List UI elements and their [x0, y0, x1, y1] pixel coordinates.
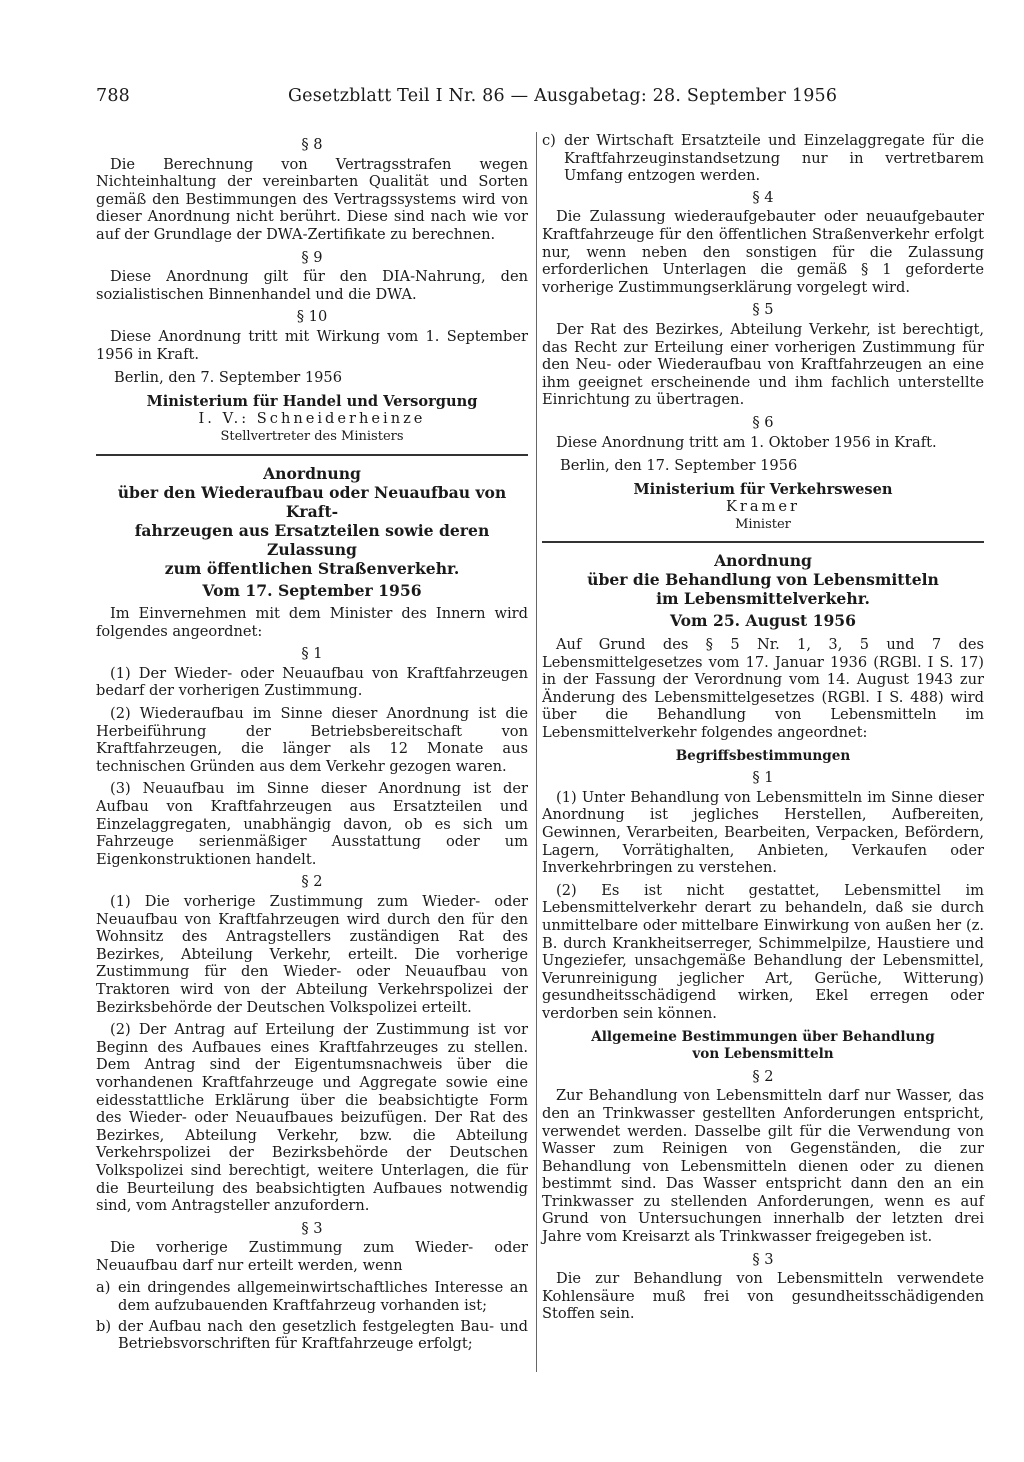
title-line: Anordnung: [714, 551, 812, 571]
paragraph: Im Einvernehmen mit dem Minister des Innern wird folgendes angeordnet:: [96, 605, 528, 640]
title-line: im Lebensmittelverkehr.: [656, 589, 870, 609]
section-label: § 6: [752, 413, 774, 431]
paragraph: Diese Anordnung gilt für den DIA-Nahrung, den sozialistischen Binnenhandel und die DWA.: [96, 268, 528, 303]
left-column: [96, 132, 528, 1356]
section-label: § 3: [752, 1250, 774, 1268]
signer-role: Stellvertreter des Ministers: [220, 428, 404, 444]
signer-role: Minister: [735, 516, 791, 532]
gazette-title: Gesetzblatt Teil I Nr. 86 — Ausgabetag: 28. September 1956: [288, 86, 838, 106]
paragraph: (3) Neuaufbau im Sinne dieser Anordnung ist der Aufbau von Kraftfahrzeugen aus Ersatzteilen und Einzelaggregaten, unabhängig davon, ob es sich um Fahrzeuge serienmäßiger Ausstattung oder um Eigenkonstruktionen handelt.: [96, 780, 528, 868]
paragraph: (1) Die vorherige Zustimmung zum Wieder- oder Neuaufbau von Kraftfahrzeugen wird durch den für den Wohnsitz des Antragstellers zuständigen Rat des Bezirkes, Abteilung Verkehr, erteilt. Die vorherige Zustimmung für den Wieder- oder Neuaufbau von Traktoren wird von der Abteilung Verkehrspolizei der Bezirksbehörde der Deutschen Volkspolizei erteilt.: [96, 893, 528, 1016]
title-line: über die Behandlung von Lebensmitteln: [587, 570, 939, 590]
section-label: § 8: [301, 136, 323, 153]
section-label: § 9: [301, 248, 323, 266]
ordinance-title: [96, 464, 528, 578]
paragraph: Der Rat des Bezirkes, Abteilung Verkehr, ist berechtigt, das Recht zur Erteilung einer vorherigen Zustimmung für den Neu- oder Wiederaufbau von Kraftfahrzeugen an eine ihm geeignet erscheinende und ihm fachlich unterstellte Einrichtung zu übertragen.: [542, 320, 984, 409]
ministry-name: Ministerium für Handel und Versorgung: [146, 392, 478, 410]
ordinance-date: Vom 25. August 1956: [669, 611, 857, 631]
paragraph: Die Berechnung von Vertragsstrafen wegen Nichteinhaltung der vereinbarten Qualität und Sorten gemäß den Bestimmungen des Vertragssystems wird von dieser Anordnung nicht berührt. Diese sind nach wie vor auf der Grundlage der DWA-Zertifikate zu berechnen.: [96, 155, 528, 243]
paragraph: (2) Der Antrag auf Erteilung der Zustimmung ist vor Beginn des Aufbaues eines Kraftfahrzeuges zu stellen. Dem Antrag sind der Eigentumsnachweis über die vorhandenen Kraftfahrzeuge und Aggregate sowie eine eidesstattliche Erklärung über die beabsichtigte Form des Wieder- oder Neuaufbaues beizufügen. Der Rat des Bezirkes, Abteilung Verkehr, bzw. die Abteilung Verkehrspolizei der Bezirksbehörde der Deutschen Volkspolizei sind berechtigt, weitere Unterlagen, die für die Beurteilung des beabsichtigten Aufbaues notwendig sind, vom Antragsteller anzufordern.: [96, 1021, 528, 1215]
section-label: § 1: [752, 769, 774, 787]
paragraph: (2) Es ist nicht gestattet, Lebensmittel im Lebensmittelverkehr derart zu behandeln, daß sie durch unmittelbare oder mittelbare Einwirkung von außen her (z. B. durch Krankheitserreger, Schimmelpilze, Haustiere und Ungeziefer, unsachgemäße Behandlung der Lebensmittel, Verunreinigung jeglicher Art, Gerüche, Witterung) gesundheitsschädigend wirken, Ekel erregen oder verdorben sein können.: [542, 881, 984, 1022]
paragraph: Die zur Behandlung von Lebensmitteln verwendete Kohlensäure muß frei von gesundheitsschädigenden Stoffen sein.: [542, 1270, 984, 1323]
title-line: fahrzeugen aus Ersatzteilen sowie deren Zulassung: [134, 520, 490, 559]
ordinance-title: [542, 551, 984, 608]
signing-date: Berlin, den 17. September 1956: [560, 457, 798, 475]
list-item: [542, 132, 984, 185]
signing-date: Berlin, den 7. September 1956: [114, 369, 342, 387]
section-label: § 5: [752, 301, 774, 319]
paragraph: Die Zulassung wiederaufgebauter oder neuaufgebauter Kraftfahrzeuge für den öffentlichen Straßenverkehr erfolgt nur, wenn neben den sonstigen für die Zulassung erforderlichen Unterlagen die gemäß § 1 geforderte vorherige Zustimmungserklärung vorgelegt wird.: [542, 208, 984, 296]
signer-name: I. V.: Schneiderheinze: [198, 410, 426, 428]
right-column: [542, 132, 984, 1328]
title-line: Anordnung: [263, 463, 361, 483]
list-text: der Wirtschaft Ersatzteile und Einzelaggregate für die Kraftfahrzeuginstandsetzung nur in vertretbarem Umfang entzogen werden.: [564, 132, 984, 185]
subheading: [542, 1029, 984, 1064]
page-number: 788: [96, 86, 131, 106]
list-item: [96, 1318, 528, 1353]
title-line: über den Wiederaufbau oder Neuaufbau von Kraft-: [117, 482, 507, 521]
subheading: Begriffsbestimmungen: [675, 747, 851, 764]
section-rule: [96, 454, 528, 456]
subheading-line: von Lebensmitteln: [692, 1046, 834, 1063]
paragraph: Diese Anordnung tritt am 1. Oktober 1956 in Kraft.: [556, 433, 937, 451]
section-rule: [542, 541, 984, 543]
paragraph: Diese Anordnung tritt mit Wirkung vom 1. September 1956 in Kraft.: [96, 327, 528, 363]
column-divider: [536, 132, 537, 1372]
list-text: ein dringendes allgemeinwirtschaftliches Interesse an dem aufzubauenden Kraftfahrzeug vorhanden ist;: [118, 1279, 528, 1315]
list-item: [96, 1279, 528, 1314]
ordinance-date: Vom 17. September 1956: [202, 580, 422, 600]
title-line: zum öffentlichen Straßenverkehr.: [164, 558, 460, 578]
paragraph: Auf Grund des § 5 Nr. 1, 3, 5 und 7 des Lebensmittelgesetzes vom 17. Januar 1936 (RGBl. I S. 17) in der Fassung der Verordnung vom 14. August 1943 zur Änderung des Lebensmittelgesetzes (RGBl. I S. 488) wird über die Behandlung von Lebensmitteln im Lebensmittelverkehr folgendes angeordnet:: [542, 636, 984, 742]
list-label: a): [96, 1279, 111, 1297]
list-text: der Aufbau nach den gesetzlich festgelegten Bau- und Betriebsvorschriften für Kraftfahrzeuge erfolgt;: [118, 1317, 528, 1353]
section-label: § 10: [296, 308, 328, 326]
subheading-line: Allgemeine Bestimmungen über Behandlung: [591, 1028, 935, 1045]
paragraph: (1) Der Wieder- oder Neuaufbau von Kraftfahrzeugen bedarf der vorherigen Zustimmung.: [96, 664, 528, 700]
section-label: § 3: [301, 1219, 323, 1237]
paragraph: (2) Wiederaufbau im Sinne dieser Anordnung ist die Herbeiführung der Betriebsbereitschaft von Kraftfahrzeugen, die länger als 12 Monate aus technischen Gründen aus dem Verkehr gezogen waren.: [96, 705, 528, 775]
paragraph: (1) Unter Behandlung von Lebensmitteln im Sinne dieser Anordnung ist jegliches Herstellen, Aufbereiten, Gewinnen, Verarbeiten, Bearbeiten, Verpacken, Befördern, Lagern, Vorrätighalten, Anbieten, Verkaufen oder Inverkehrbringen zu verstehen.: [542, 788, 984, 877]
section-label: § 1: [301, 645, 323, 663]
list-label: b): [96, 1317, 112, 1335]
page-header: [96, 86, 981, 112]
ministry-name: Ministerium für Verkehrswesen: [633, 480, 893, 498]
signer-name: Kramer: [725, 498, 801, 516]
section-label: § 2: [301, 873, 323, 891]
section-label: § 4: [752, 188, 774, 206]
section-label: § 2: [752, 1067, 774, 1085]
paragraph: Die vorherige Zustimmung zum Wieder- oder Neuaufbau darf nur erteilt werden, wenn: [96, 1239, 528, 1274]
list-label: c): [542, 132, 556, 149]
paragraph: Zur Behandlung von Lebensmitteln darf nur Wasser, das den an Trinkwasser gestellten Anforderungen entspricht, verwendet werden. Dasselbe gilt für die Verwendung von Wasser zum Reinigen von Gegenständen, die zur Behandlung von Lebensmitteln dienen oder zu dienen bestimmt sind. Das Wasser entspricht dann den an ein Trinkwasser zu stellenden Anforderungen, wenn es auf Grund von Untersuchungen innerhalb der letzten drei Jahre vom Kreisarzt als Trinkwasser freigegeben ist.: [542, 1087, 984, 1246]
